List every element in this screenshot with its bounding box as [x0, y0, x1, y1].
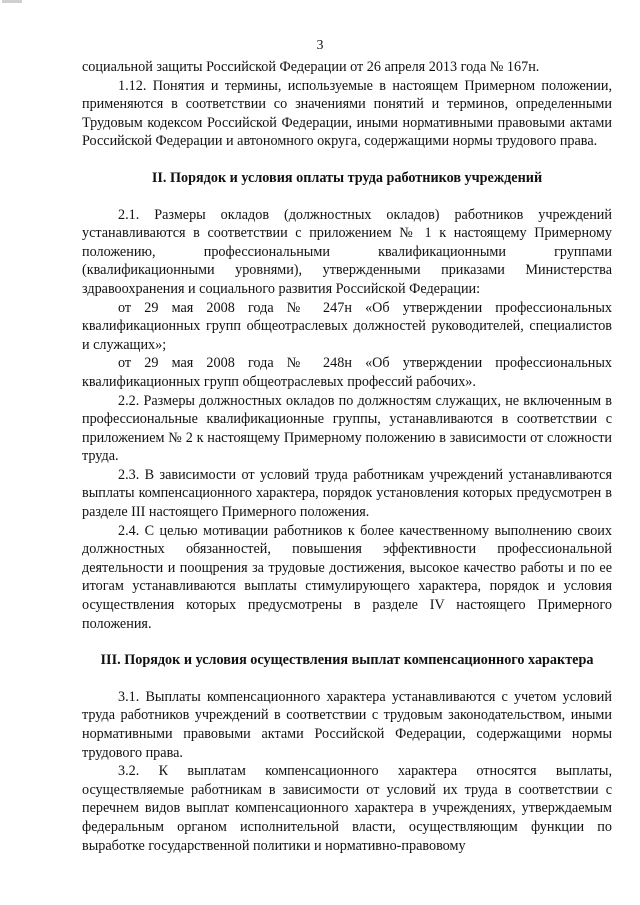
paragraph-continuation: социальной защиты Российской Федерации от 26 апреля 2013 года № 167н.: [82, 59, 540, 75]
spacer: [82, 151, 612, 169]
paragraph-2-2: 2.2. Размеры должностных окладов по должностям служащих, не включенным в профессиональные квалификационные группы, устанавливаются в соответствии с приложением № 2 к настоящему Примерному положению в зависимости от сложности труда.: [82, 392, 612, 465]
paragraph-2-3: 2.3. В зависимости от условий труда работникам учреждений устанавливаются выплаты компенсационного характера, порядок установления которых предусмотрен в разделе III настоящего Примерного положения.: [82, 466, 612, 521]
paragraph-1-12: 1.12. Понятия и термины, используемые в настоящем Примерном положении, применяются в соответствии со значениями понятий и терминов, определенными Трудовым кодексом Российской Федерации, иными нормативными правовыми актами Российской Федерации и автономного округа, содержащими нормы трудового права.: [82, 77, 612, 150]
paragraph-order-247n: от 29 мая 2008 года № 247н «Об утверждении профессиональных квалификационных групп общеотраслевых должностей руководителей, специалистов и служащих»;: [82, 299, 612, 353]
paragraph-2-4: 2.4. С целью мотивации работников к более качественному выполнению своих должностных обязанностей, повышения эффективности профессиональной деятельности и поощрения за трудовые достижения, высокое качество работы и по ее итогам устанавливаются выплаты стимулирующего характера, порядок и условия осуществления которых предусмотрены в разделе IV настоящего Примерного положения.: [82, 522, 612, 632]
paragraph-3-2: 3.2. К выплатам компенсационного характера относятся выплаты, осуществляемые работникам в зависимости от условий их труда в соответствии с перечнем видов выплат компенсационного характера в учреждениях, утверждаемым федеральным органом исполнительной власти, осуществляющим функции по выработке государственной политики и нормативно-правовому: [82, 763, 612, 854]
section-heading-3: III. Порядок и условия осуществления выплат компенсационного характера: [100, 652, 594, 669]
paragraph-3-1: 3.1. Выплаты компенсационного характера устанавливаются с учетом условий труда работников учреждений в соответствии с трудовым законодательством, иными нормативными правовыми актами Российской Федерации, содержащими нормы трудового права.: [82, 688, 612, 761]
paragraph-2-1: 2.1. Размеры окладов (должностных окладов) работников учреждений устанавливаются в соответствии с приложением № 1 к настоящему Примерному положению, профессиональными квалификационными группами (квалификационными уровнями), утвержденными приказами Министерства здравоохранения и социального развития Российской Федерации:: [82, 206, 612, 297]
scan-artifact: [2, 0, 22, 3]
section-heading-2: II. Порядок и условия оплаты труда работников учреждений: [151, 169, 543, 186]
spacer: [82, 670, 612, 688]
spacer: [82, 188, 612, 206]
document-body: [82, 58, 612, 855]
paragraph-order-248n: от 29 мая 2008 года № 248н «Об утверждении профессиональных квалификационных групп общеотраслевых профессий рабочих».: [82, 355, 612, 390]
page-number: 3: [316, 38, 324, 53]
spacer: [82, 633, 612, 651]
